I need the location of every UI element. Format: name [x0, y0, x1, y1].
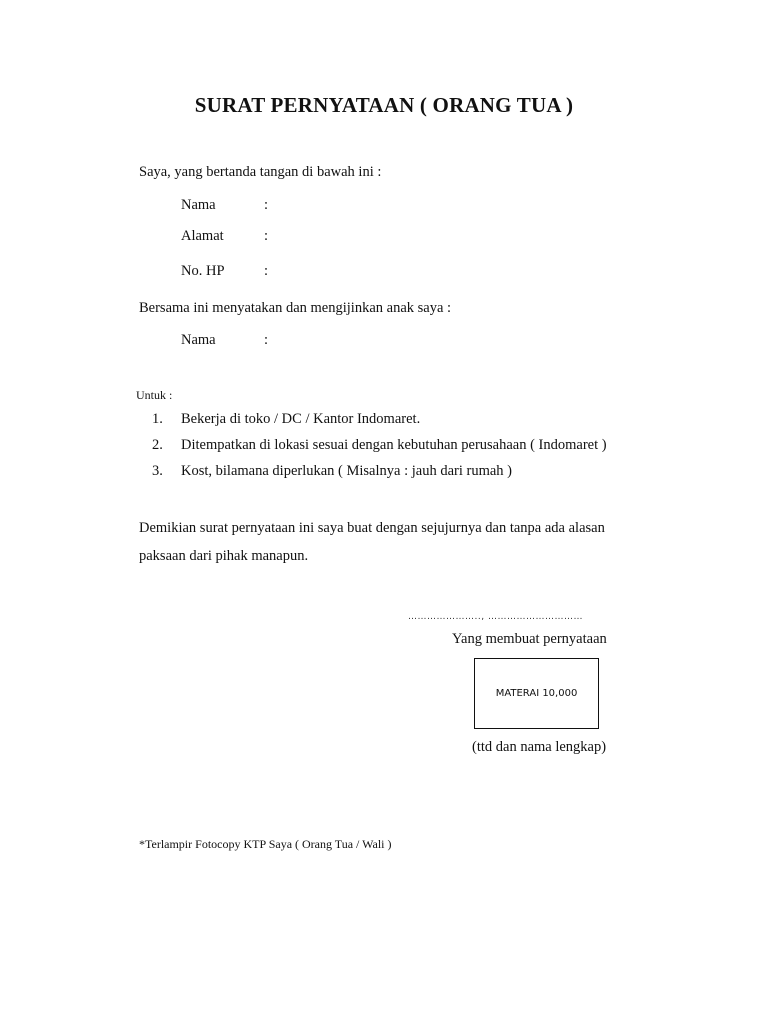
- field-colon: :: [264, 263, 269, 279]
- stamp-box: [474, 658, 599, 729]
- list-number: 1.: [152, 411, 163, 427]
- field-label-no-hp: No. HP: [181, 263, 225, 279]
- place-date-line: ………………….., …………………………: [408, 612, 583, 622]
- signature-note: (ttd dan nama lengkap): [472, 739, 607, 755]
- child-field-label-nama: Nama: [181, 332, 216, 348]
- field-colon: :: [264, 332, 269, 348]
- list-item: Bekerja di toko / DC / Kantor Indomaret.: [181, 411, 421, 427]
- list-number: 3.: [152, 463, 163, 479]
- stamp-label: MATERAI 10,000: [495, 688, 578, 699]
- signer-label: Yang membuat pernyataan: [452, 631, 607, 647]
- list-item: Ditempatkan di lokasi sesuai dengan kebutuhan perusahaan ( Indomaret ): [181, 437, 607, 453]
- field-colon: :: [264, 197, 269, 213]
- list-number: 2.: [152, 437, 163, 453]
- document-title: SURAT PERNYATAAN ( ORANG TUA ): [194, 93, 574, 117]
- field-colon: :: [264, 228, 269, 244]
- field-label-alamat: Alamat: [181, 228, 224, 244]
- footnote: *Terlampir Fotocopy KTP Saya ( Orang Tua / Wali ): [139, 837, 392, 851]
- statement-text: Bersama ini menyatakan dan mengijinkan anak saya :: [139, 300, 452, 316]
- closing-line-2: paksaan dari pihak manapun.: [139, 548, 309, 564]
- field-label-nama: Nama: [181, 197, 216, 213]
- closing-line-1: Demikian surat pernyataan ini saya buat dengan sejujurnya dan tanpa ada alasan: [139, 520, 605, 536]
- purpose-label: Untuk :: [136, 388, 173, 402]
- intro-text: Saya, yang bertanda tangan di bawah ini :: [139, 164, 382, 180]
- list-item: Kost, bilamana diperlukan ( Misalnya : jauh dari rumah ): [181, 463, 512, 479]
